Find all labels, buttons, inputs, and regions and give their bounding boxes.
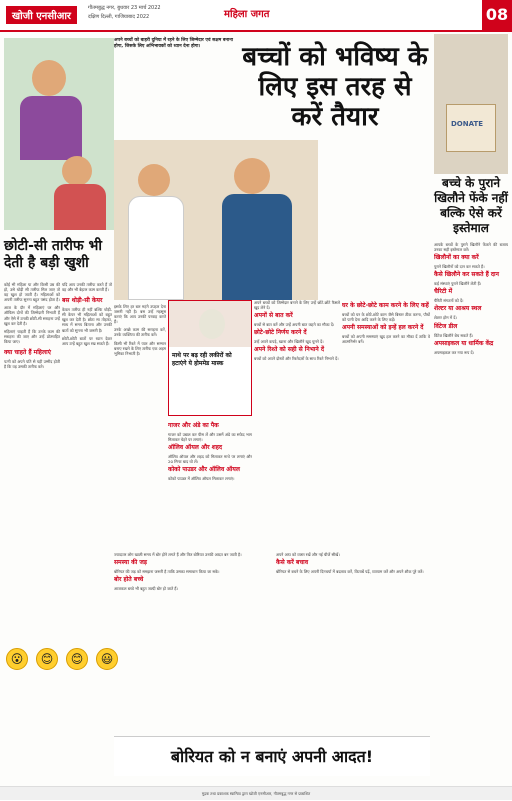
subhead-what-to-do: खिलौनों का क्या करें bbox=[434, 254, 479, 262]
subhead-charity: चैरिटी में bbox=[434, 288, 453, 296]
boredom-column-2: अपने आप को व्यस्त रखें और नई चीजें सीखें। कैसे करें बचाव बोरियत से बचने के लिए अपनी दिनचर्या में बदलाव करें, किताबें पढ़ें, व्यायाम करें और अपने शौक पूरे करें। bbox=[276, 552, 430, 732]
subhead-little-care: बस थोड़ी-सी केयर bbox=[62, 297, 103, 305]
laugh-emoji-icon: 😃 bbox=[96, 648, 118, 670]
left-column-2: यदि आप उनकी तारीफ करते हैं तो वह और भी बेहतर काम करती हैं। बस थोड़ी-सी केयर केवल तारीफ ही नहीं बल्कि थोड़ी-सी केयर भी महिलाओं को बहुत खुश कर देती है। छोटा सा तोहफा, साथ में समय बिताना और उनकी बातों को सुनना भी जरूरी है। छोटी-छोटी बातों पर ध्यान देकर आप उन्हें बहुत खुश रख सकते हैं। bbox=[62, 282, 112, 346]
subhead-how-donate: कैसे खिलौने कर सकते हैं दान bbox=[434, 271, 499, 279]
center-column-2: घर के छोटे-छोटे काम करने के लिए कहें बच्चों को घर के छोटे-छोटे काम जैसे बिस्तर ठीक करना, पौधों को पानी देना आदि करने के लिए कहें। अपनी समस्याओं को इन्हें हल करने दें बच्चों को अपनी समस्याएं खुद हल करने का मौका दें ताकि वे आत्मनिर्भर बनें। bbox=[342, 302, 430, 345]
mother-child-photo bbox=[4, 38, 114, 230]
smile-emoji-icon: 😊 bbox=[66, 648, 88, 670]
main-headline: बच्चों को भविष्य के लिए इस तरह से करें तैयार bbox=[242, 42, 428, 132]
subhead-small-decisions: छोटे-छोटे निर्णय करने दें bbox=[254, 329, 307, 337]
masthead bbox=[0, 0, 512, 32]
mask-text: गाजर और अंडे का पैक गाजर को उबाल कर पीस लें और उसमें अंडे का सफेद भाग मिलाकर चेहरे पर लगाएं। ऑलिव ऑयल और शहद ऑलिव ऑयल और शहद को मिलाकर माथे पर लगाएं और 20 मिनट बाद धो लें। कोको पाउडर और ऑलिव ऑयल कोको पाउडर में ऑलिव ऑयल मिलाकर लगाएं। bbox=[168, 422, 252, 482]
left-column-1: कोई भी महिला या और किसी उम्र की हो, उसे थोड़ी सी तारीफ मिल जाए तो वह खुश हो जाती है। महिलाओं को अपनी तारीफ सुनना बहुत पसंद होता है। आज के दौर में महिलाएं घर और ऑफिस दोनों की जिम्मेदारी निभाती हैं और ऐसे में उनकी छोटी-सी सराहना उन्हें खुश कर देती है। महिलाएं चाहती हैं कि उनके काम की सराहना की जाए और उन्हें प्रोत्साहित किया जाए। क्या चाहते हैं महिलाएं पत्नी को अपने पति से यही उम्मीद होती है कि वह उसकी तारीफ करे। bbox=[4, 282, 60, 370]
subhead-cocoa-olive: कोको पाउडर और ऑलिव ऑयल bbox=[168, 466, 240, 474]
boredom-column-1: ज्यादातर लोग खाली समय में बोर होने लगते हैं और फिर बोरियत उनकी आदत बन जाती है। समस्या की जड़ बोरियत की जड़ को समझना जरूरी है ताकि उसका समाधान किया जा सके। बोर होते बच्चे आजकल बच्चे भी बहुत जल्दी बोर हो जाते हैं। bbox=[114, 552, 272, 732]
section-title: महिला जगत bbox=[224, 9, 270, 20]
donate-box bbox=[446, 104, 496, 152]
subhead-relationships: अपने रिश्ते को सही से निभाने दें bbox=[254, 346, 325, 354]
subhead-what-women-want: क्या चाहते हैं महिलाएं bbox=[4, 349, 51, 357]
smile-emoji-icon: 😊 bbox=[36, 648, 58, 670]
subhead-household-tasks: घर के छोटे-छोटे काम करने के लिए कहें bbox=[342, 302, 429, 309]
family-photo bbox=[114, 140, 318, 300]
subhead-prevention: कैसे करें बचाव bbox=[276, 559, 309, 567]
emoji-row bbox=[6, 648, 118, 670]
donate-label: DONATE bbox=[451, 120, 484, 128]
article-lead: अपने बच्चों को बाहरी दुनिया में रहने के लिए जिम्मेदार एवं सक्षम बनाना होगा, जिसके लिए अभिभावकों को ध्यान देना होगा। bbox=[114, 38, 233, 49]
mask-headline: माथे पर बढ़ रही लकीरों को हटाएंगे ये होममेड मास्क bbox=[172, 352, 232, 367]
right-column: आपके बच्चों के पुराने खिलौने फेंकने की बजाय उनका सही इस्तेमाल करें। खिलौनों का क्या करें पुराने खिलौनों को दान कर सकते हैं। कैसे खिलौने कर सकते हैं दान कई संस्थाएं पुराने खिलौने लेती हैं। चैरिटी में चैरिटी संगठनों को दें। शेल्टर या आश्रय स्थल शेल्टर होम में दें। विंटेज डील विंटेज खिलौने बेच सकते हैं। अपसाइकल या धार्मिक केंद्र अपसाइकल कर नया रूप दें। bbox=[434, 242, 508, 355]
middle-left-column: इसके लिए हर बार महंगे उपहार देना जरूरी नहीं है। बस उन्हें महसूस कराएं कि आप उनकी परवाह करते हैं। उनके अच्छे काम की सराहना करें, उनके व्यक्तित्व की तारीफ करें। किसी भी रिश्ते में प्यार और सम्मान बनाए रखने के लिए तारीफ एक अहम भूमिका निभाती है। bbox=[114, 304, 166, 356]
subhead-upcycle: अपसाइकल या धार्मिक केंद्र bbox=[434, 339, 494, 347]
face-mask-photo bbox=[169, 301, 251, 347]
page-number: 08 bbox=[482, 0, 512, 30]
donate-toys-photo bbox=[434, 34, 508, 174]
mask-feature-box bbox=[168, 300, 252, 416]
newspaper-brand: खोजी एनसीआर bbox=[6, 6, 77, 24]
subhead-vintage: विंटेज डील bbox=[434, 322, 458, 330]
right-headline: बच्चे के पुराने खिलौने फेंके नहीं बल्कि ऐसे करें इस्तेमाल bbox=[434, 176, 508, 235]
subhead-solve-problems: अपनी समस्याओं को इन्हें हल करने दें bbox=[342, 324, 424, 332]
subhead-talk-family: अपनों से बात करें bbox=[254, 312, 293, 320]
edition-line: दक्षिण दिल्ली, गाजियाबाद 2022 bbox=[88, 14, 150, 20]
boredom-banner bbox=[114, 736, 430, 776]
subhead-olive-honey: ऑलिव ऑयल और शहद bbox=[168, 444, 223, 452]
boredom-headline: बोरियत को न बनाएं अपनी आदत! bbox=[170, 747, 374, 766]
page-footer: मुद्रक तथा प्रकाशक स्वामित्व द्वारा खोजी एनसीआर, गौतमबुद्ध नगर से प्रकाशित bbox=[0, 786, 512, 800]
left-headline: छोटी-सी तारीफ भी देती है बड़ी खुशी bbox=[4, 238, 102, 271]
center-column-1: अपने बच्चों को जिम्मेदार बनाने के लिए उन्हें छोटे-छोटे फैसले खुद लेने दें। अपनों से बात करें बच्चों से बात करें और उन्हें अपनी बात कहने का मौका दें। छोटे-छोटे निर्णय करने दें उन्हें अपने कपड़े, खाना और खिलौने खुद चुनने दें। अपने रिश्ते को सही से निभाने दें बच्चों को अपने दोस्तों और रिश्तेदारों के साथ रिश्ते निभाने दें। bbox=[254, 300, 340, 362]
subhead-bored-kids: बोर होते बच्चे bbox=[114, 576, 144, 584]
subhead-root-problem: समस्या की जड़ bbox=[114, 559, 148, 567]
surprised-emoji-icon: 😮 bbox=[6, 648, 28, 670]
subhead-carrot-egg: गाजर और अंडे का पैक bbox=[168, 422, 219, 429]
subhead-shelter: शेल्टर या आश्रय स्थल bbox=[434, 305, 482, 313]
date-line: गौतमबुद्ध नगर, बुधवार 23 मार्च 2022 bbox=[88, 5, 161, 11]
